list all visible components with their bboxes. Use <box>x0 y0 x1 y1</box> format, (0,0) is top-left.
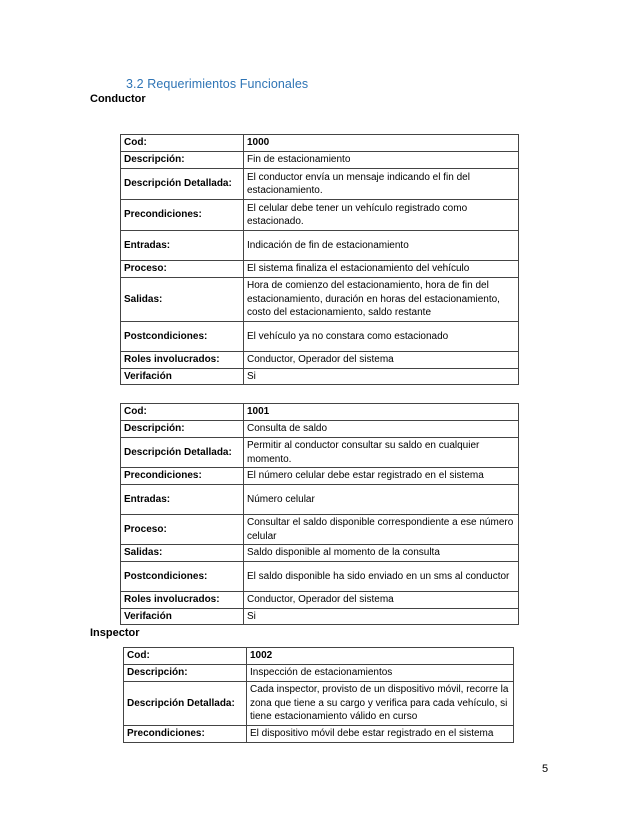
row-value: Permitir al conductor consultar su saldo en cualquier momento. <box>244 438 519 468</box>
table-row <box>121 135 519 152</box>
row-label: Verifación <box>121 608 244 625</box>
row-value: El saldo disponible ha sido enviado en un sms al conductor <box>244 562 519 592</box>
table-row <box>124 665 514 682</box>
row-label: Postcondiciones: <box>121 562 244 592</box>
row-label: Cod: <box>124 648 247 665</box>
row-value: Si <box>244 608 519 625</box>
row-label: Roles involucrados: <box>121 352 244 369</box>
table-row <box>121 352 519 369</box>
row-value: El celular debe tener un vehículo registrado como estacionado. <box>244 200 519 231</box>
table-row <box>121 608 519 625</box>
row-value: Consultar el saldo disponible correspondiente a ese número celular <box>244 515 519 545</box>
row-value: Conductor, Operador del sistema <box>244 352 519 369</box>
row-label: Entradas: <box>121 485 244 515</box>
table-row <box>121 169 519 200</box>
row-label: Proceso: <box>121 515 244 545</box>
requirement-table-1000 <box>120 134 519 385</box>
row-value: El dispositivo móvil debe estar registrado en el sistema <box>247 726 514 743</box>
table-row <box>121 468 519 485</box>
row-label: Precondiciones: <box>124 726 247 743</box>
row-value: 1002 <box>247 648 514 665</box>
table-row <box>121 562 519 592</box>
row-value: Cada inspector, provisto de un dispositivo móvil, recorre la zona que tiene a su cargo y verifica para cada vehículo, si tiene estacionamiento válido en curso <box>247 682 514 726</box>
table-row <box>121 592 519 609</box>
table-row <box>121 200 519 231</box>
row-label: Descripción: <box>121 421 244 438</box>
subsection-inspector: Inspector <box>90 627 140 639</box>
table-row <box>121 152 519 169</box>
row-value: El sistema finaliza el estacionamiento del vehículo <box>244 261 519 278</box>
subsection-conductor: Conductor <box>90 93 146 105</box>
row-value: 1000 <box>244 135 519 152</box>
row-label: Proceso: <box>121 261 244 278</box>
table-row <box>121 231 519 261</box>
table-row <box>121 368 519 385</box>
row-value: Saldo disponible al momento de la consulta <box>244 545 519 562</box>
section-heading: 3.2 Requerimientos Funcionales <box>126 77 309 91</box>
row-label: Precondiciones: <box>121 468 244 485</box>
row-label: Precondiciones: <box>121 200 244 231</box>
row-label: Entradas: <box>121 231 244 261</box>
row-label: Verifación <box>121 368 244 385</box>
table-row <box>121 261 519 278</box>
row-value: Hora de comienzo del estacionamiento, hora de fin del estacionamiento, duración en horas del estacionamiento, costo del estacionamiento, saldo restante <box>244 278 519 322</box>
row-value: Consulta de saldo <box>244 421 519 438</box>
row-label: Roles involucrados: <box>121 592 244 609</box>
row-label: Descripción Detallada: <box>124 682 247 726</box>
row-value: El número celular debe estar registrado en el sistema <box>244 468 519 485</box>
row-value: Inspección de estacionamientos <box>247 665 514 682</box>
table-row <box>121 438 519 468</box>
row-value: Indicación de fin de estacionamiento <box>244 231 519 261</box>
requirement-table-1001 <box>120 403 519 625</box>
row-value: Fin de estacionamiento <box>244 152 519 169</box>
row-label: Descripción: <box>124 665 247 682</box>
row-label: Postcondiciones: <box>121 322 244 352</box>
row-value: El conductor envía un mensaje indicando el fin del estacionamiento. <box>244 169 519 200</box>
table-row <box>124 648 514 665</box>
row-value: El vehículo ya no constara como estacionado <box>244 322 519 352</box>
table-row <box>121 515 519 545</box>
row-label: Descripción: <box>121 152 244 169</box>
table-row <box>121 421 519 438</box>
table-row <box>121 404 519 421</box>
requirement-table-1002 <box>123 647 514 743</box>
table-row <box>121 545 519 562</box>
row-value: Si <box>244 368 519 385</box>
table-row <box>124 726 514 743</box>
table-row <box>121 485 519 515</box>
row-label: Descripción Detallada: <box>121 438 244 468</box>
table-row <box>121 278 519 322</box>
row-value: Número celular <box>244 485 519 515</box>
page-number: 5 <box>542 763 549 775</box>
row-label: Cod: <box>121 404 244 421</box>
row-label: Salidas: <box>121 545 244 562</box>
row-label: Descripción Detallada: <box>121 169 244 200</box>
row-value: Conductor, Operador del sistema <box>244 592 519 609</box>
row-value: 1001 <box>244 404 519 421</box>
row-label: Salidas: <box>121 278 244 322</box>
table-row <box>121 322 519 352</box>
row-label: Cod: <box>121 135 244 152</box>
table-row <box>124 682 514 726</box>
